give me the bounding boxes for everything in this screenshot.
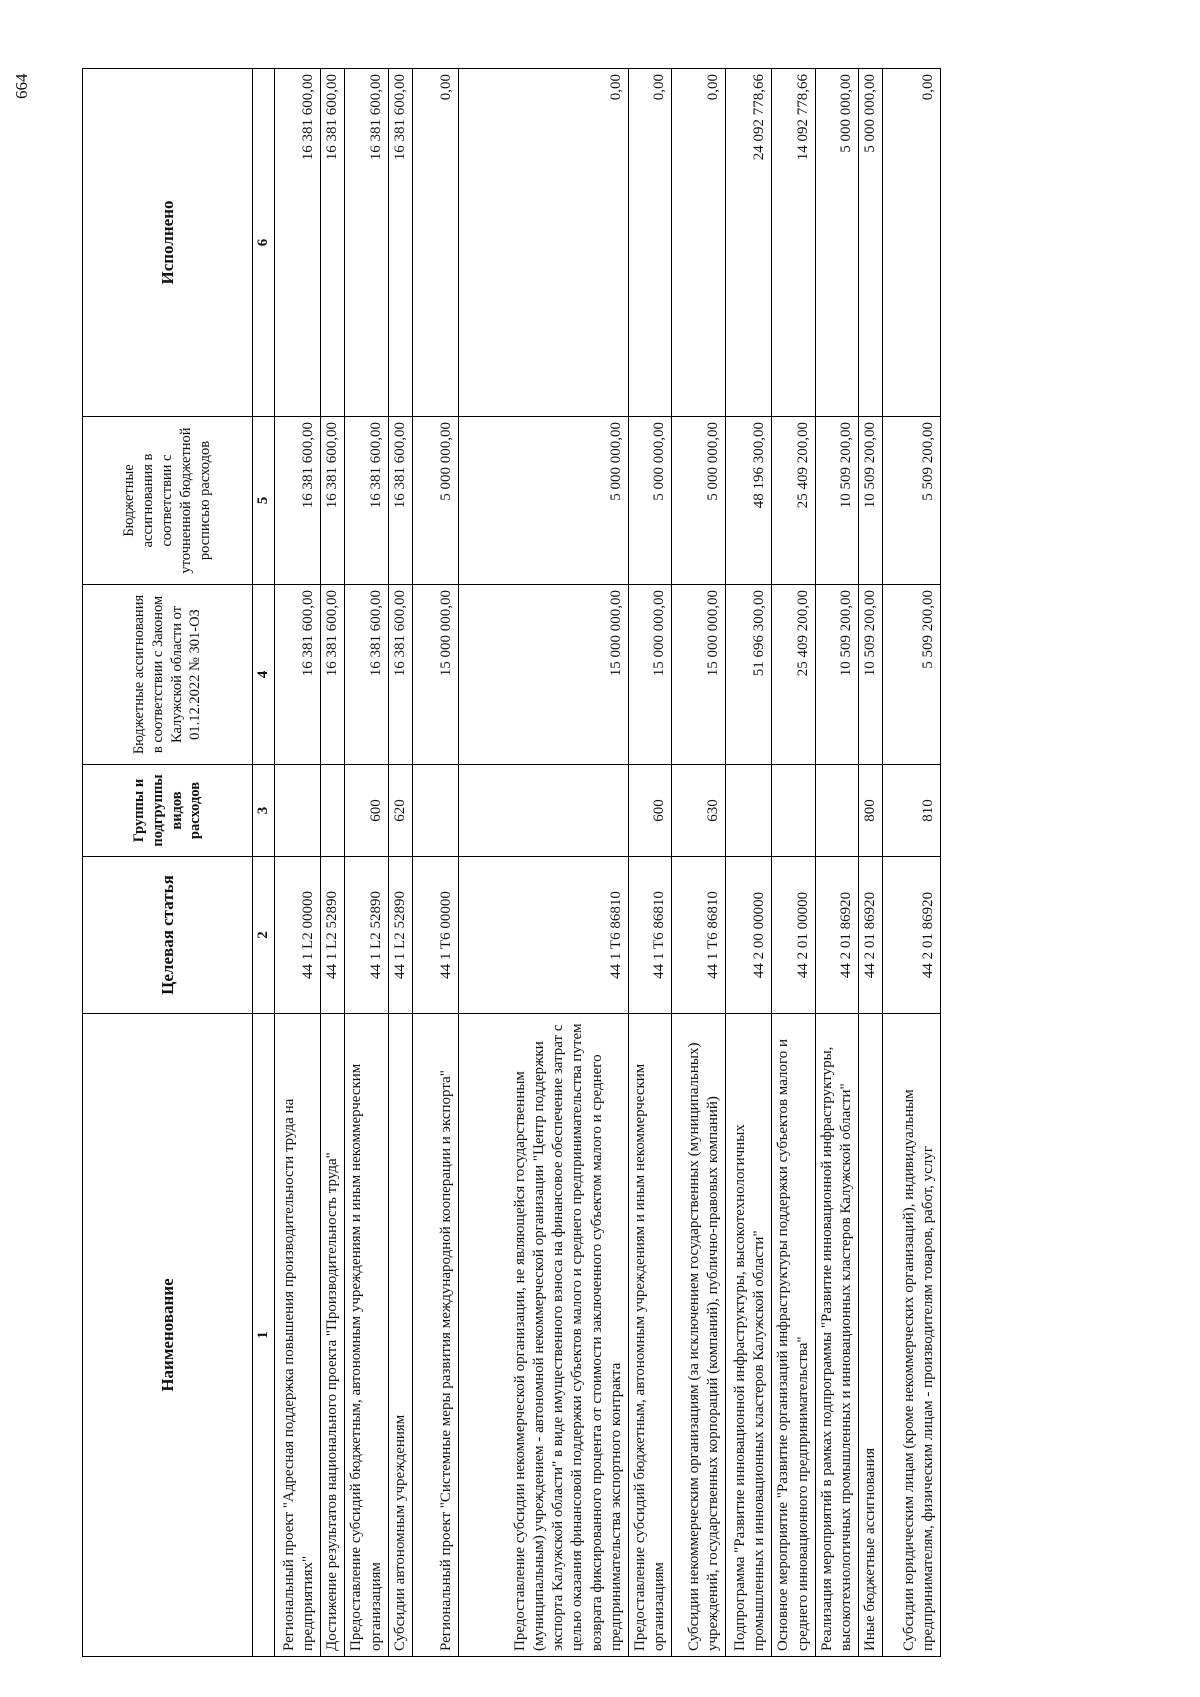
row-target-article: 44 1 L2 00000 — [275, 857, 321, 1014]
row-expense-group — [772, 765, 815, 857]
row-name: Предоставление субсидий бюджетным, автономным учреждениям и иным некоммерческим организациям — [628, 1014, 671, 1657]
header-expense-group: Группы и подгруппы видов расходов — [83, 765, 253, 857]
row-revised-allocation: 16 381 600,00 — [321, 417, 345, 585]
row-executed: 0,00 — [883, 69, 941, 417]
column-number-1: 1 — [253, 1014, 275, 1657]
table-row — [275, 69, 321, 1657]
table-row — [628, 69, 671, 1657]
row-law-allocation: 51 696 300,00 — [726, 585, 772, 765]
table-row — [772, 69, 815, 1657]
row-revised-allocation: 25 409 200,00 — [772, 417, 815, 585]
row-name: Региональный проект "Системные меры развития международной кооперации и экспорта" — [412, 1014, 458, 1657]
row-revised-allocation: 16 381 600,00 — [345, 417, 388, 585]
row-target-article: 44 1 T6 00000 — [412, 857, 458, 1014]
row-target-article: 44 1 T6 86810 — [672, 857, 726, 1014]
column-number-2: 2 — [253, 857, 275, 1014]
row-name: Субсидии некоммерческим организациям (за исключением государственных (муниципальных) учреждений, государственных корпораций (компаний), публично-правовых компаний) — [672, 1014, 726, 1657]
row-revised-allocation: 10 509 200,00 — [815, 417, 858, 585]
row-target-article: 44 1 T6 86810 — [458, 857, 628, 1014]
budget-table — [82, 68, 941, 1657]
row-target-article: 44 2 00 00000 — [726, 857, 772, 1014]
row-revised-allocation: 16 381 600,00 — [388, 417, 412, 585]
header-law-allocations: Бюджетные ассигнования в соответствии с Законом Калужской области от 01.12.2022 № 301-ОЗ — [83, 585, 253, 765]
row-target-article: 44 2 01 86920 — [815, 857, 858, 1014]
row-name: Основное мероприятие "Развитие организаций инфраструктуры поддержки субъектов малого и среднего инновационного предпринимательства" — [772, 1014, 815, 1657]
column-number-4: 4 — [253, 585, 275, 765]
row-expense-group: 620 — [388, 765, 412, 857]
row-target-article: 44 2 01 86920 — [883, 857, 941, 1014]
table-row — [815, 69, 858, 1657]
table-row — [883, 69, 941, 1657]
row-name: Региональный проект "Адресная поддержка повышения производительности труда на предприятиях" — [275, 1014, 321, 1657]
row-law-allocation: 15 000 000,00 — [672, 585, 726, 765]
column-number-3: 3 — [253, 765, 275, 857]
row-revised-allocation: 5 000 000,00 — [458, 417, 628, 585]
row-law-allocation: 16 381 600,00 — [388, 585, 412, 765]
row-executed: 0,00 — [412, 69, 458, 417]
row-law-allocation: 15 000 000,00 — [628, 585, 671, 765]
row-name: Предоставление субсидии некоммерческой организации, не являющейся государственным (муниципальным) учреждением - автономной некоммерческой организации "Центр поддержки экспорта Калужской области" в виде имущественного взноса на финансовое обеспечение затрат с целью оказания финансовой поддержки субъектов малого и среднего предпринимательства путем возврата фиксированного процента от стоимости заключенного субъектом малого и среднего предпринимательства экспортного контракта — [458, 1014, 628, 1657]
row-revised-allocation: 5 000 000,00 — [412, 417, 458, 585]
row-executed: 5 000 000,00 — [859, 69, 883, 417]
row-law-allocation: 5 509 200,00 — [883, 585, 941, 765]
row-expense-group: 810 — [883, 765, 941, 857]
row-expense-group: 600 — [345, 765, 388, 857]
table-row — [859, 69, 883, 1657]
row-executed: 14 092 778,66 — [772, 69, 815, 417]
row-law-allocation: 15 000 000,00 — [458, 585, 628, 765]
row-law-allocation: 16 381 600,00 — [321, 585, 345, 765]
header-target-article: Целевая статья — [83, 857, 253, 1014]
row-executed: 16 381 600,00 — [388, 69, 412, 417]
row-revised-allocation: 48 196 300,00 — [726, 417, 772, 585]
row-executed: 0,00 — [628, 69, 671, 417]
row-name: Подпрограмма "Развитие инновационной инфраструктуры, высокотехнологичных промышленных и инновационных кластеров Калужской области" — [726, 1014, 772, 1657]
row-executed: 0,00 — [672, 69, 726, 417]
row-revised-allocation: 5 509 200,00 — [883, 417, 941, 585]
row-law-allocation: 15 000 000,00 — [412, 585, 458, 765]
row-target-article: 44 1 L2 52890 — [388, 857, 412, 1014]
row-revised-allocation: 5 000 000,00 — [672, 417, 726, 585]
row-executed: 5 000 000,00 — [815, 69, 858, 417]
row-expense-group — [412, 765, 458, 857]
row-name: Реализация мероприятий в рамках подпрограммы "Развитие инновационной инфраструктуры, высокотехнологичных промышленных и инновационных кластеров Калужской области" — [815, 1014, 858, 1657]
row-executed: 16 381 600,00 — [345, 69, 388, 417]
table-row — [321, 69, 345, 1657]
row-executed: 24 092 778,66 — [726, 69, 772, 417]
row-target-article: 44 1 L2 52890 — [321, 857, 345, 1014]
header-name: Наименование — [83, 1014, 253, 1657]
row-expense-group — [458, 765, 628, 857]
row-target-article: 44 1 T6 86810 — [628, 857, 671, 1014]
row-name: Достижение результатов национального проекта "Производительность труда" — [321, 1014, 345, 1657]
row-revised-allocation: 10 509 200,00 — [859, 417, 883, 585]
row-expense-group — [726, 765, 772, 857]
row-executed: 16 381 600,00 — [321, 69, 345, 417]
table-header — [83, 69, 275, 1657]
table-row — [672, 69, 726, 1657]
header-executed: Исполнено — [83, 69, 253, 417]
header-revised-allocations: Бюджетные ассигнования в соответствии с уточненной бюджетной росписью расходов — [83, 417, 253, 585]
table-row — [458, 69, 628, 1657]
row-law-allocation: 25 409 200,00 — [772, 585, 815, 765]
row-revised-allocation: 16 381 600,00 — [275, 417, 321, 585]
row-law-allocation: 10 509 200,00 — [815, 585, 858, 765]
row-revised-allocation: 5 000 000,00 — [628, 417, 671, 585]
row-name: Субсидии юридическим лицам (кроме некоммерческих организаций), индивидуальным предпринимателям, физическим лицам - производителям товаров, работ, услуг — [883, 1014, 941, 1657]
row-name: Субсидии автономным учреждениям — [388, 1014, 412, 1657]
row-law-allocation: 10 509 200,00 — [859, 585, 883, 765]
row-executed: 16 381 600,00 — [275, 69, 321, 417]
row-executed: 0,00 — [458, 69, 628, 417]
table-row — [345, 69, 388, 1657]
row-expense-group — [815, 765, 858, 857]
row-target-article: 44 2 01 00000 — [772, 857, 815, 1014]
row-expense-group — [275, 765, 321, 857]
table-row — [726, 69, 772, 1657]
page-number: 664 — [12, 73, 31, 99]
row-expense-group — [321, 765, 345, 857]
row-target-article: 44 2 01 86920 — [859, 857, 883, 1014]
table-body — [275, 69, 941, 1657]
row-expense-group: 630 — [672, 765, 726, 857]
row-law-allocation: 16 381 600,00 — [275, 585, 321, 765]
table-row — [388, 69, 412, 1657]
column-number-6: 6 — [253, 69, 275, 417]
row-target-article: 44 1 L2 52890 — [345, 857, 388, 1014]
table-row — [412, 69, 458, 1657]
row-name: Предоставление субсидий бюджетным, автономным учреждениям и иным некоммерческим организациям — [345, 1014, 388, 1657]
row-name: Иные бюджетные ассигнования — [859, 1014, 883, 1657]
column-number-5: 5 — [253, 417, 275, 585]
row-law-allocation: 16 381 600,00 — [345, 585, 388, 765]
row-expense-group: 800 — [859, 765, 883, 857]
row-expense-group: 600 — [628, 765, 671, 857]
